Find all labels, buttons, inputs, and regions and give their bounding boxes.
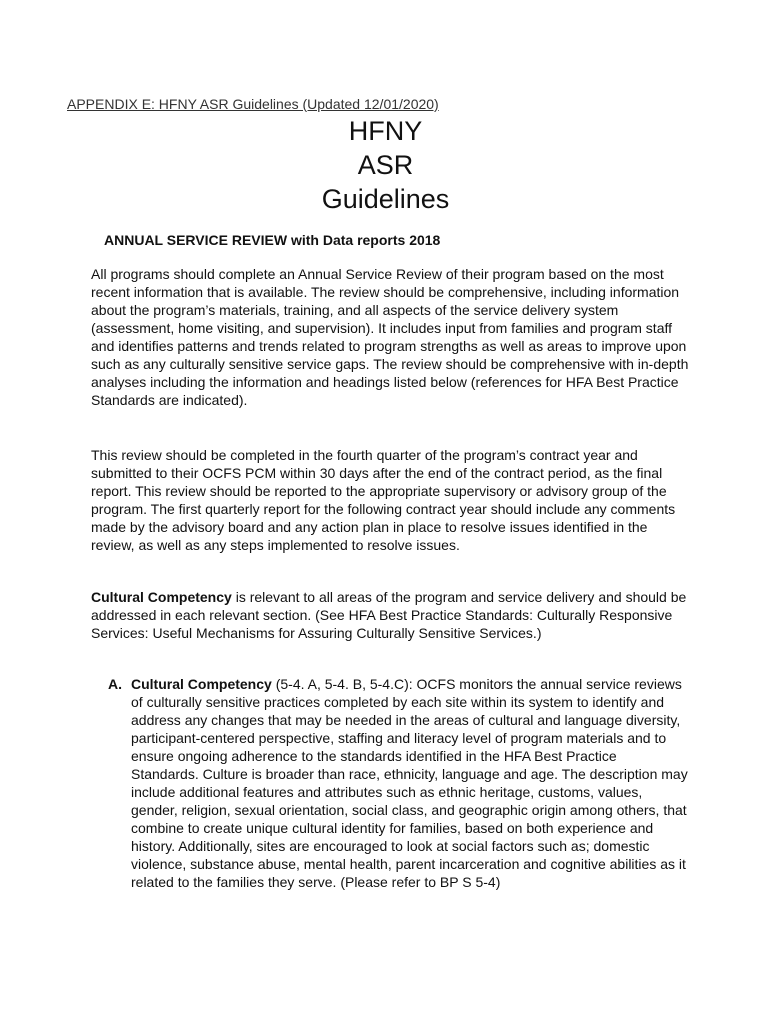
paragraph-cultural-competency (91, 588, 691, 642)
title-line-1: HFNY (348, 116, 423, 146)
title-line-3: Guidelines (321, 184, 450, 214)
paragraph-overview: All programs should complete an Annual Service Review of their program based on the most recent information that is available. The review should be comprehensive, including information about the program’s materials, training, and all aspects of the service delivery system (assessment, home visiting, and supervision). It includes input from families and program staff and identifies patterns and trends related to program strengths as well as areas to improve upon such as any culturally sensitive service gaps. The review should be comprehensive with in-depth analyses including the information and headings listed below (references for HFA Best Practice Standards are indicated). (91, 266, 689, 408)
cultural-competency-term: Cultural Competency (91, 589, 232, 605)
title-line-2: ASR (357, 150, 414, 180)
list-item-a (108, 675, 688, 891)
list-item-term: Cultural Competency (131, 676, 272, 692)
section-heading: ANNUAL SERVICE REVIEW with Data reports 2018 (104, 232, 441, 248)
appendix-header: APPENDIX E: HFNY ASR Guidelines (Updated 12/01/2020) (67, 96, 439, 112)
cultural-competency-text: is relevant to all areas of the program and service delivery and should be addressed in each relevant section. (See HFA Best Practice Standards: Culturally Responsive Services: Useful Mechanisms for Assuring Culturally Sensitive Services.) (91, 589, 687, 641)
list-item-body (131, 675, 688, 891)
list-item-text: (5-4. A, 5-4. B, 5-4.C): OCFS monitors the annual service reviews of culturally sensitive practices completed by each site within its system to identify and address any changes that may be needed in the areas of cultural and language diversity, participant-centered perspective, staffing and literacy level of program materials and to ensure ongoing adherence to the standards identified in the HFA Best Practice Standards. Culture is broader than race, ethnicity, language and age. The description may include additional features and attributes such as ethnic heritage, customs, values, gender, religion, sexual orientation, social class, and geographic origin among others, that combine to create unique cultural identity for families, based on both experience and history. Additionally, sites are encouraged to look at social factors such as; domestic violence, substance abuse, mental health, parent incarceration and cognitive abilities as it related to the families they serve. (Please refer to BP S 5-4) (131, 676, 688, 890)
paragraph-timing: This review should be completed in the fourth quarter of the program’s contract year and submitted to their OCFS PCM within 30 days after the end of the contract period, as the final report. This review should be reported to the appropriate supervisory or advisory group of the program. The first quarterly report for the following contract year should include any comments made by the advisory board and any action plan in place to resolve issues identified in the review, as well as any steps implemented to resolve issues. (91, 447, 676, 553)
document-title (0, 114, 770, 216)
list-marker: A. (108, 676, 122, 692)
